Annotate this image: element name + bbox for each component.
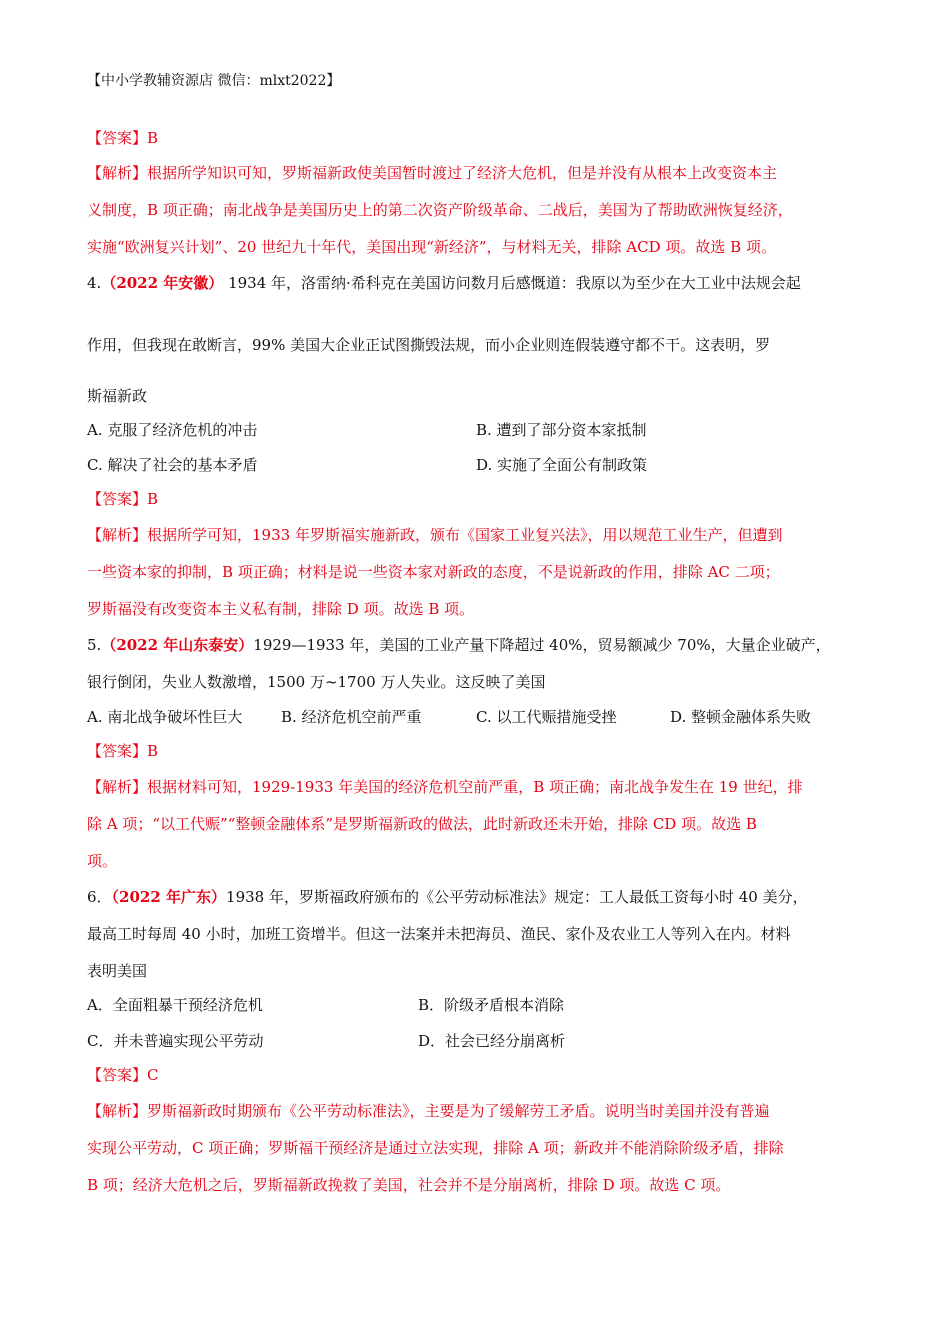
q4-answer: [87, 488, 877, 510]
analysis-label: 【解析】: [87, 1102, 148, 1120]
q5-analysis-line: 【解析】根据材料可知，1929-1933 年美国的经济危机空前严重，B 项正确；南北战争发生在 19 世纪，排: [87, 778, 803, 796]
question-number: 4.: [87, 274, 102, 292]
q5-option-a: A. 南北战争破坏性巨大: [87, 708, 243, 726]
q4-option-b: B. 遭到了部分资本家抵制: [476, 421, 647, 439]
q3-answer: [87, 127, 877, 149]
q4-analysis-line: 一些资本家的抑制，B 项正确；材料是说一些资本家对新政的态度，不是说新政的作用，排除 AC 二项；: [87, 563, 780, 581]
q5-option-b: B. 经济危机空前严重: [281, 708, 422, 726]
question-number: 5.: [87, 636, 102, 654]
analysis-label: 【解析】: [87, 778, 148, 796]
q6-analysis-line: 实现公平劳动，C 项正确；罗斯福干预经济是通过立法实现，排除 A 项；新政并不能消除阶级矛盾，排除: [87, 1139, 784, 1157]
q4-analysis-line: 罗斯福没有改变资本主义私有制，排除 D 项。故选 B 项。: [87, 600, 475, 618]
answer-label: 【答案】: [87, 490, 148, 508]
q6-stem-line: 表明美国: [87, 962, 148, 980]
q3-analysis-line: 实施“欧洲复兴计划”、20 世纪九十年代，美国出现“新经济”，与材料无关，排除 ACD 项。故选 B 项。: [87, 238, 776, 256]
answer-value: B: [147, 129, 159, 147]
answer-label: 【答案】: [87, 1066, 148, 1084]
question-source: （2022 年山东泰安）: [101, 636, 254, 654]
q5-answer: [87, 740, 877, 762]
q4-option-c: C. 解决了社会的基本矛盾: [87, 456, 258, 474]
q4-option-a: A. 克服了经济危机的冲击: [87, 421, 258, 439]
answer-label: 【答案】: [87, 742, 148, 760]
q4-analysis-line: 【解析】根据所学可知，1933 年罗斯福实施新政，颁布《国家工业复兴法》，用以规范工业生产，但遭到: [87, 526, 783, 544]
q3-analysis-line: 义制度，B 项正确；南北战争是美国历史上的第二次资产阶级革命、二战后，美国为了帮助欧洲恢复经济，: [87, 201, 793, 219]
q5-stem-line: 银行倒闭，失业人数激增，1500 万~1700 万人失业。这反映了美国: [87, 673, 546, 691]
q6-stem-line: 6．（2022 年广东）1938 年，罗斯福政府颁布的《公平劳动标准法》规定：工人最低工资每小时 40 美分，: [87, 888, 808, 906]
q6-stem-line: 最高工时每周 40 小时，加班工资增半。但这一法案并未把海员、渔民、家仆及农业工人等列入在内。材料: [87, 925, 791, 943]
q6-option-d: D．社会已经分崩离析: [418, 1032, 566, 1050]
answer-value: B: [147, 490, 159, 508]
answer-value: B: [147, 742, 159, 760]
q5-stem-line: 5.（2022 年山东泰安）1929—1933 年，美国的工业产量下降超过 40%，贸易额减少 70%，大量企业破产，: [87, 636, 831, 654]
page-header: 【中小学教辅资源店 微信：mlxt2022】: [87, 73, 341, 89]
q6-analysis-line: 【解析】罗斯福新政时期颁布《公平劳动标准法》，主要是为了缓解劳工矛盾。说明当时美国并没有普遍: [87, 1102, 770, 1120]
question-number: 6．: [87, 888, 112, 906]
q4-stem-line: 4.（2022 年安徽） 1934 年，洛雷纳·希科克在美国访问数月后感慨道：我原以为至少在大工业中法规会起: [87, 274, 801, 292]
q4-option-d: D. 实施了全面公有制政策: [476, 456, 648, 474]
q5-analysis-line: 项。: [87, 852, 118, 870]
q6-option-b: B．阶级矛盾根本消除: [418, 996, 565, 1014]
analysis-label: 【解析】: [87, 526, 148, 544]
q5-analysis-line: 除 A 项；“以工代赈”“整顿金融体系”是罗斯福新政的做法，此时新政还未开始，排除 CD 项。故选 B: [87, 815, 757, 833]
q6-answer: [87, 1064, 877, 1086]
answer-value: C: [147, 1066, 159, 1084]
q4-stem-line: 斯福新政: [87, 387, 148, 405]
q3-analysis-line: 【解析】根据所学知识可知，罗斯福新政使美国暂时渡过了经济大危机，但是并没有从根本上改变资本主: [87, 164, 778, 182]
q6-analysis-line: B 项；经济大危机之后，罗斯福新政挽救了美国，社会并不是分崩离析，排除 D 项。故选 C 项。: [87, 1176, 731, 1194]
q6-option-a: A．全面粗暴干预经济危机: [87, 996, 263, 1014]
q5-option-d: D. 整顿金融体系失败: [670, 708, 812, 726]
question-source: （2022 年安徽）: [101, 274, 224, 292]
q5-option-c: C. 以工代赈措施受挫: [476, 708, 617, 726]
question-source: （2022 年广东）: [111, 888, 227, 906]
answer-label: 【答案】: [87, 129, 148, 147]
q4-stem-line: 作用，但我现在敢断言，99% 美国大企业正试图撕毁法规，而小企业则连假装遵守都不干。这表明，罗: [87, 336, 771, 354]
analysis-label: 【解析】: [87, 164, 148, 182]
q6-option-c: C．并未普遍实现公平劳动: [87, 1032, 264, 1050]
